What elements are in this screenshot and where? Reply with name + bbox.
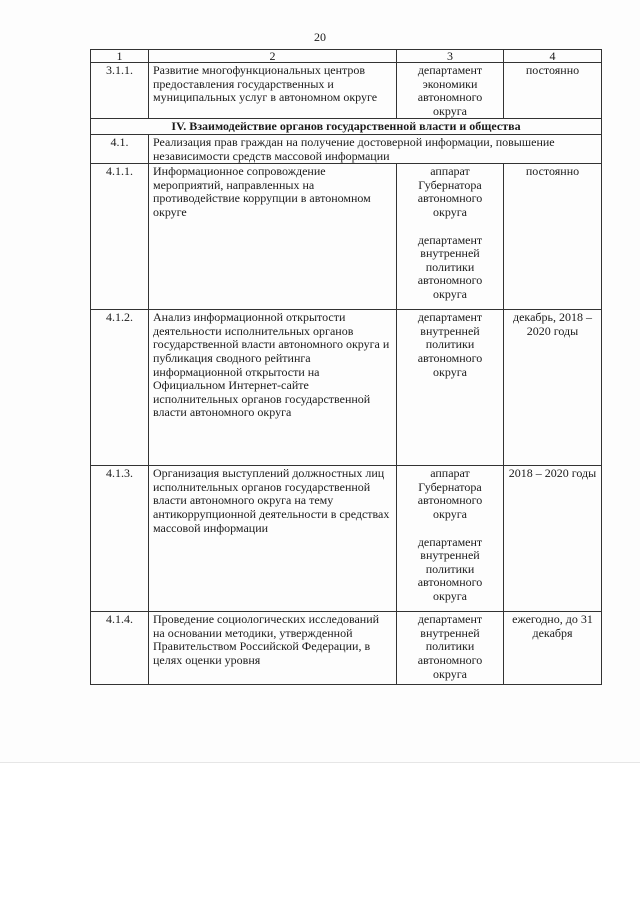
item-responsible xyxy=(397,164,504,310)
table-row xyxy=(91,63,602,119)
section-title: IV. Взаимодействие органов государственной власти и общества xyxy=(91,119,602,135)
item-term: 2018 – 2020 годы xyxy=(504,466,602,612)
column-header: 2 xyxy=(149,50,397,63)
table-header-row xyxy=(91,50,602,63)
column-header: 4 xyxy=(504,50,602,63)
measures-table xyxy=(90,49,602,685)
subsection-row xyxy=(91,134,602,163)
item-text: Организация выступлений должностных лиц исполнительных органов государственной власти автономного округа на тему антикоррупционной деятельности в средствах массовой информации xyxy=(149,466,397,612)
column-header: 1 xyxy=(91,50,149,63)
item-responsible xyxy=(397,612,504,685)
item-text: Анализ информационной открытости деятельности исполнительных органов государственной власти автономного округа и публикация сводного рейтинга информационной открытости на Официальном Интернет-сайте исполнительных органов государственной власти автономного округа xyxy=(149,310,397,466)
item-responsible xyxy=(397,63,504,119)
item-term: ежегодно, до 31 декабря xyxy=(504,612,602,685)
item-text: Информационное сопровождение мероприятий, направленных на противодействие коррупции в автономном округе xyxy=(149,164,397,310)
item-term: постоянно xyxy=(504,164,602,310)
subsection-number: 4.1. xyxy=(91,134,149,163)
table-row xyxy=(91,612,602,685)
page-number: 20 xyxy=(314,30,326,44)
section-row xyxy=(91,119,602,135)
item-term: постоянно xyxy=(504,63,602,119)
responsible-body: департамент экономики автономного округа xyxy=(417,63,483,118)
item-text: Проведение социологических исследований на основании методики, утвержденной Правительством Российской Федерации, в целях оценки уровня xyxy=(149,612,397,685)
table-row xyxy=(91,310,602,466)
responsible-body: аппарат Губернатора автономного округа xyxy=(417,164,483,219)
responsible-body: департамент внутренней политики автономного округа xyxy=(417,310,483,379)
item-responsible xyxy=(397,466,504,612)
column-header: 3 xyxy=(397,50,504,63)
responsible-body: департамент внутренней политики автономного округа xyxy=(417,232,483,301)
item-number: 4.1.4. xyxy=(91,612,149,685)
responsible-body: аппарат Губернатора автономного округа xyxy=(417,466,483,521)
item-number: 3.1.1. xyxy=(91,63,149,119)
item-number: 4.1.3. xyxy=(91,466,149,612)
item-number: 4.1.2. xyxy=(91,310,149,466)
item-responsible xyxy=(397,310,504,466)
responsible-body: департамент внутренней политики автономного округа xyxy=(417,612,483,681)
subsection-text: Реализация прав граждан на получение достоверной информации, повышение независимости средств массовой информации xyxy=(149,134,602,163)
responsible-body: департамент внутренней политики автономного округа xyxy=(417,534,483,603)
table-row xyxy=(91,466,602,612)
item-number: 4.1.1. xyxy=(91,164,149,310)
item-term: декабрь, 2018 – 2020 годы xyxy=(504,310,602,466)
table-row xyxy=(91,164,602,310)
item-text: Развитие многофункциональных центров предоставления государственных и муниципальных услуг в автономном округе xyxy=(149,63,397,119)
